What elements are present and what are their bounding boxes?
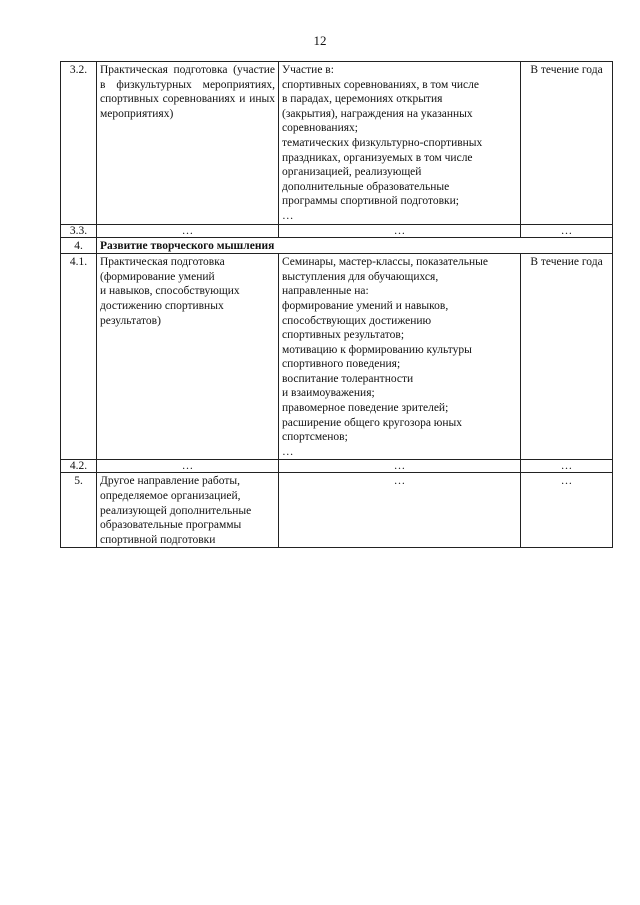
content-line: спортивных результатов; [282,329,405,342]
content-line: программы спортивной подготовки; [282,195,459,208]
direction-line: Другое направление работы, [100,475,240,488]
direction-cell [97,473,279,548]
row-number: 3.2. [61,62,97,225]
term-cell: … [521,473,613,548]
table-row-3-2 [61,62,613,225]
content-cell [279,62,521,225]
row-number: 4.2. [61,460,97,473]
content-line: спортсменов; [282,431,348,444]
content-cell: … [279,460,521,473]
content-line: … [282,209,294,222]
content-cell [279,254,521,460]
content-line: правомерное поведение зрителей; [282,402,449,415]
term-cell: В течение года [521,254,613,460]
content-line: воспитание толерантности [282,372,414,385]
content-line: (закрытия), награждения на указанных [282,107,473,120]
row-number: 3.3. [61,224,97,237]
term-cell: … [521,224,613,237]
content-cell: … [279,473,521,548]
content-line: формирование умений и навыков, [282,299,449,312]
content-line: … [282,445,294,458]
direction-line: и навыков, способствующих [100,285,240,298]
content-line: праздниках, организуемых в том числе [282,151,473,164]
direction-cell: … [97,460,279,473]
content-line: тематических физкультурно-спортивных [282,136,483,149]
row-number: 5. [61,473,97,548]
term-cell: В течение года [521,62,613,225]
content-line: дополнительные образовательные [282,180,450,193]
content-line: выступления для обучающихся, [282,270,439,283]
content-line: спортивного поведения; [282,358,401,371]
content-line: соревнованиях; [282,122,358,135]
content-line: Участие в: [282,64,334,76]
content-cell: … [279,224,521,237]
direction-line: реализующей дополнительные [100,504,252,517]
content-line: и взаимоуважения; [282,387,375,400]
table-row-4 [61,237,613,254]
term-cell: … [521,460,613,473]
content-line: мотивацию к формированию культуры [282,343,472,356]
direction-line: спортивной подготовки [100,533,216,546]
direction-cell [97,254,279,460]
row-number: 4. [61,237,97,254]
row-number: 4.1. [61,254,97,460]
content-line: способствующих достижению [282,314,432,327]
table-row-3-3 [61,224,613,237]
direction-line: достижению спортивных [100,299,224,312]
table-row-4-1 [61,254,613,460]
table-row-4-2 [61,460,613,473]
content-line: в парадах, церемониях открытия [282,93,443,106]
table-row-5 [61,473,613,548]
activities-table [60,61,613,548]
direction-line: определяемое организацией, [100,490,241,503]
direction-cell: Практическая подготовка (участие в физкультурных мероприятиях, спортивных соревнованиях и иных мероприятиях) [97,62,279,225]
direction-line: (формирование умений [100,270,215,283]
content-line: организацией, реализующей [282,166,422,179]
direction-line: результатов) [100,314,161,327]
page-number: 12 [313,33,327,48]
direction-line: образовательные программы [100,519,242,532]
content-line: расширение общего кругозора юных [282,416,463,429]
content-line: направленные на: [282,285,369,298]
content-line: спортивных соревнованиях, в том числе [282,78,479,91]
direction-cell: … [97,224,279,237]
direction-line: Практическая подготовка [100,256,225,269]
content-line: Семинары, мастер-классы, показательные [282,256,488,269]
section-title: Развитие творческого мышления [97,237,613,254]
